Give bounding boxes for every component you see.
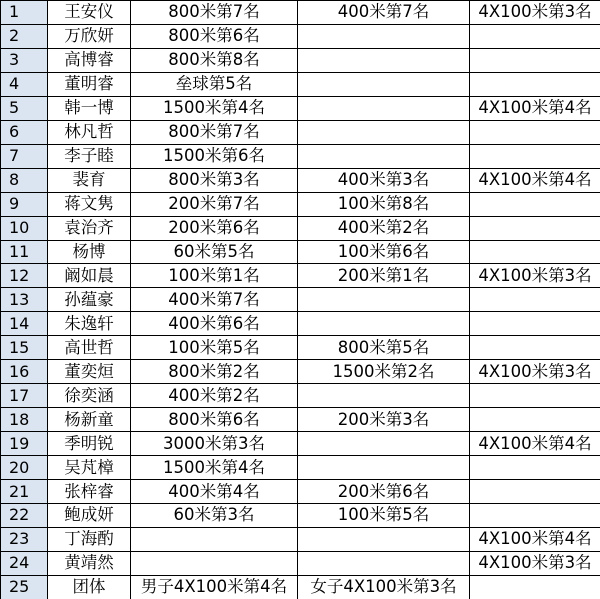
event-cell[interactable]: 800米第6名: [131, 24, 298, 48]
table-body: [1, 1, 600, 599]
row-header[interactable]: 1: [1, 1, 48, 25]
row-header[interactable]: 6: [1, 120, 48, 144]
row-header[interactable]: 19: [1, 432, 48, 456]
name-cell[interactable]: 董奕烜: [48, 360, 131, 384]
relay-cell[interactable]: [470, 192, 600, 216]
relay-cell[interactable]: [470, 288, 600, 312]
event-cell[interactable]: 1500米第6名: [131, 144, 298, 168]
relay-cell[interactable]: [470, 144, 600, 168]
event-cell[interactable]: 男子4X100米第4名: [131, 575, 298, 599]
name-cell[interactable]: 万欣妍: [48, 24, 131, 48]
relay-cell[interactable]: [470, 408, 600, 432]
name-cell[interactable]: 袁治齐: [48, 216, 131, 240]
row-header[interactable]: 21: [1, 480, 48, 504]
event-cell[interactable]: [298, 48, 470, 72]
name-cell[interactable]: 李子睦: [48, 144, 131, 168]
table-row: [1, 480, 600, 504]
row-header[interactable]: 20: [1, 456, 48, 480]
name-cell[interactable]: 朱逸轩: [48, 312, 131, 336]
table-row: [1, 408, 600, 432]
row-header[interactable]: 23: [1, 527, 48, 551]
table-row: [1, 264, 600, 288]
event-cell[interactable]: 400米第6名: [131, 312, 298, 336]
event-cell[interactable]: [298, 312, 470, 336]
table-row: [1, 72, 600, 96]
relay-cell[interactable]: 4X100米第4名: [470, 527, 600, 551]
row-header[interactable]: 13: [1, 288, 48, 312]
row-header[interactable]: 9: [1, 192, 48, 216]
table-row: [1, 48, 600, 72]
event-cell[interactable]: 1500米第2名: [298, 360, 470, 384]
event-cell[interactable]: 800米第7名: [131, 1, 298, 25]
table-row: [1, 288, 600, 312]
relay-cell[interactable]: 4X100米第4名: [470, 96, 600, 120]
row-header[interactable]: 22: [1, 504, 48, 528]
name-cell[interactable]: 团体: [48, 575, 131, 599]
event-cell[interactable]: 100米第5名: [131, 336, 298, 360]
event-cell[interactable]: 1500米第4名: [131, 456, 298, 480]
row-header[interactable]: 12: [1, 264, 48, 288]
event-cell[interactable]: 400米第7名: [298, 1, 470, 25]
table-row: [1, 527, 600, 551]
name-cell[interactable]: 丁海酌: [48, 527, 131, 551]
name-cell[interactable]: 鲍成妍: [48, 504, 131, 528]
relay-cell[interactable]: [470, 240, 600, 264]
table-row: [1, 216, 600, 240]
event-cell[interactable]: [298, 527, 470, 551]
event-cell[interactable]: 800米第7名: [131, 120, 298, 144]
name-cell[interactable]: 高世哲: [48, 336, 131, 360]
table-row: [1, 336, 600, 360]
name-cell[interactable]: 林凡哲: [48, 120, 131, 144]
event-cell[interactable]: [298, 24, 470, 48]
event-cell[interactable]: 800米第2名: [131, 360, 298, 384]
event-cell[interactable]: [298, 144, 470, 168]
table-row: [1, 120, 600, 144]
row-header[interactable]: 10: [1, 216, 48, 240]
event-cell[interactable]: 200米第6名: [131, 216, 298, 240]
table-row: [1, 24, 600, 48]
relay-cell[interactable]: [470, 48, 600, 72]
name-cell[interactable]: 杨博: [48, 240, 131, 264]
event-cell[interactable]: [298, 120, 470, 144]
event-cell[interactable]: 100米第5名: [298, 504, 470, 528]
row-header[interactable]: 18: [1, 408, 48, 432]
event-cell[interactable]: 60米第3名: [131, 504, 298, 528]
table-row: [1, 360, 600, 384]
relay-cell[interactable]: 4X100米第3名: [470, 264, 600, 288]
event-cell[interactable]: 200米第6名: [298, 480, 470, 504]
name-cell[interactable]: 杨新童: [48, 408, 131, 432]
name-cell[interactable]: 吴芃樟: [48, 456, 131, 480]
event-cell[interactable]: 100米第8名: [298, 192, 470, 216]
table-row: [1, 96, 600, 120]
name-cell[interactable]: 裴育: [48, 168, 131, 192]
relay-cell[interactable]: [470, 72, 600, 96]
event-cell[interactable]: 60米第5名: [131, 240, 298, 264]
relay-cell[interactable]: [470, 575, 600, 599]
relay-cell[interactable]: 4X100米第4名: [470, 168, 600, 192]
table-row: [1, 168, 600, 192]
table-row: [1, 312, 600, 336]
event-cell[interactable]: 800米第5名: [298, 336, 470, 360]
relay-cell[interactable]: [470, 312, 600, 336]
name-cell[interactable]: 高博睿: [48, 48, 131, 72]
relay-cell[interactable]: [470, 480, 600, 504]
event-cell[interactable]: 400米第3名: [298, 168, 470, 192]
relay-cell[interactable]: 4X100米第3名: [470, 1, 600, 25]
row-header[interactable]: 14: [1, 312, 48, 336]
name-cell[interactable]: 董明睿: [48, 72, 131, 96]
event-cell[interactable]: [298, 384, 470, 408]
relay-cell[interactable]: [470, 24, 600, 48]
table-row: [1, 504, 600, 528]
relay-cell[interactable]: [470, 216, 600, 240]
row-header[interactable]: 24: [1, 551, 48, 575]
event-cell[interactable]: 200米第1名: [298, 264, 470, 288]
row-header[interactable]: 15: [1, 336, 48, 360]
event-cell[interactable]: 800米第6名: [131, 408, 298, 432]
table-row: [1, 551, 600, 575]
relay-cell[interactable]: 4X100米第3名: [470, 551, 600, 575]
event-cell[interactable]: 女子4X100米第3名: [298, 575, 470, 599]
name-cell[interactable]: 黄靖然: [48, 551, 131, 575]
row-header[interactable]: 7: [1, 144, 48, 168]
event-cell[interactable]: 100米第1名: [131, 264, 298, 288]
event-cell[interactable]: [298, 288, 470, 312]
event-cell[interactable]: [131, 527, 298, 551]
row-header[interactable]: 8: [1, 168, 48, 192]
table-row: [1, 1, 600, 25]
event-cell[interactable]: [298, 456, 470, 480]
table-row: [1, 192, 600, 216]
table-row: [1, 240, 600, 264]
row-header[interactable]: 17: [1, 384, 48, 408]
relay-cell[interactable]: [470, 384, 600, 408]
event-cell[interactable]: 3000米第3名: [131, 432, 298, 456]
row-header[interactable]: 16: [1, 360, 48, 384]
row-header[interactable]: 5: [1, 96, 48, 120]
row-header[interactable]: 3: [1, 48, 48, 72]
table-row: [1, 432, 600, 456]
name-cell[interactable]: 季明锐: [48, 432, 131, 456]
event-cell[interactable]: 1500米第4名: [131, 96, 298, 120]
name-cell[interactable]: 徐奕涵: [48, 384, 131, 408]
event-cell[interactable]: 200米第3名: [298, 408, 470, 432]
event-cell[interactable]: [298, 96, 470, 120]
row-header[interactable]: 25: [1, 575, 48, 599]
table-row: [1, 384, 600, 408]
event-cell[interactable]: [298, 72, 470, 96]
event-cell[interactable]: 400米第4名: [131, 480, 298, 504]
event-cell[interactable]: 800米第3名: [131, 168, 298, 192]
event-cell[interactable]: 800米第8名: [131, 48, 298, 72]
relay-cell[interactable]: 4X100米第4名: [470, 432, 600, 456]
relay-cell[interactable]: [470, 456, 600, 480]
event-cell[interactable]: [298, 551, 470, 575]
name-cell[interactable]: 阚如晨: [48, 264, 131, 288]
relay-cell[interactable]: [470, 504, 600, 528]
name-cell[interactable]: 张梓睿: [48, 480, 131, 504]
relay-cell[interactable]: [470, 336, 600, 360]
table-row: [1, 144, 600, 168]
row-header[interactable]: 4: [1, 72, 48, 96]
name-cell[interactable]: 孙蕴豪: [48, 288, 131, 312]
table-row: [1, 456, 600, 480]
event-cell[interactable]: [298, 432, 470, 456]
event-cell[interactable]: 400米第2名: [298, 216, 470, 240]
relay-cell[interactable]: [470, 120, 600, 144]
relay-cell[interactable]: 4X100米第3名: [470, 360, 600, 384]
row-header[interactable]: 11: [1, 240, 48, 264]
row-header[interactable]: 2: [1, 24, 48, 48]
table-row: [1, 575, 600, 599]
event-cell[interactable]: 100米第6名: [298, 240, 470, 264]
name-cell[interactable]: 王安仪: [48, 1, 131, 25]
event-cell[interactable]: 垒球第5名: [131, 72, 298, 96]
event-cell[interactable]: [131, 551, 298, 575]
name-cell[interactable]: 韩一博: [48, 96, 131, 120]
event-cell[interactable]: 400米第7名: [131, 288, 298, 312]
event-cell[interactable]: 200米第7名: [131, 192, 298, 216]
name-cell[interactable]: 蒋文隽: [48, 192, 131, 216]
event-cell[interactable]: 400米第2名: [131, 384, 298, 408]
